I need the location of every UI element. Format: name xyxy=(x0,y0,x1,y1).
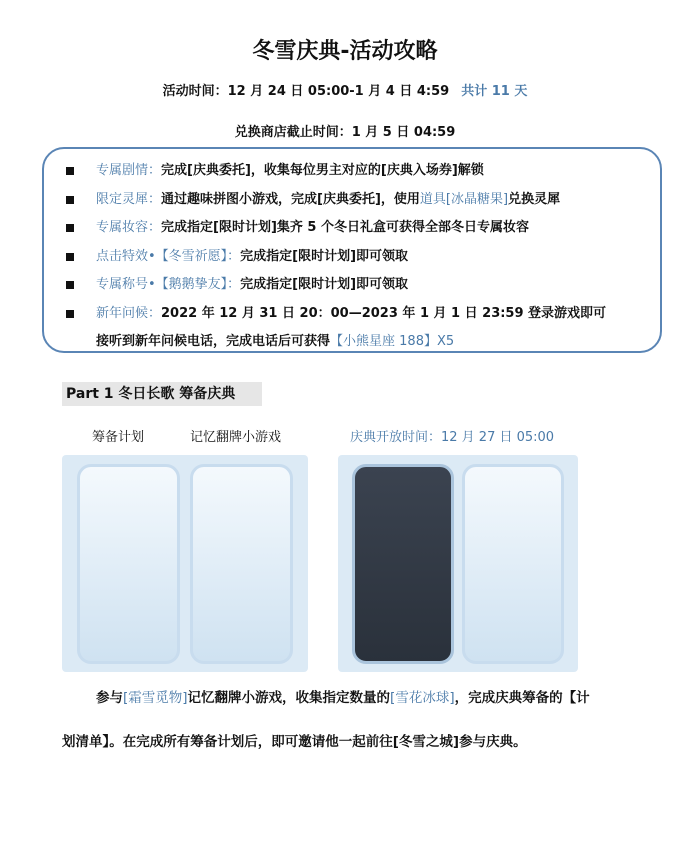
list-item xyxy=(66,186,660,215)
bullet-icon xyxy=(66,253,74,261)
list-item xyxy=(66,214,660,243)
phone-screen xyxy=(352,464,453,664)
item-tail: 兑换灵犀 xyxy=(508,191,561,207)
section-heading: Part 1 冬日长歌 筹备庆典 xyxy=(62,382,262,406)
caption-memory-game: 记忆翻牌小游戏 xyxy=(190,430,282,445)
item-label: 专属剧情： xyxy=(96,163,162,178)
item-highlight: 【小熊星座 188】X5 xyxy=(330,334,455,349)
item-highlight: 道具[冰晶糖果] xyxy=(419,191,509,207)
item-text: 完成指定[限时计划]即可领取 xyxy=(240,248,409,264)
page-title: 冬雪庆典-活动攻略 xyxy=(252,39,438,64)
text: 记忆翻牌小游戏，收集指定数量的 xyxy=(187,690,391,706)
item-label: 专属妆容： xyxy=(96,220,162,235)
screenshot-prep-plan xyxy=(62,455,308,672)
phone-screen xyxy=(190,464,294,664)
phone-screen xyxy=(462,464,563,664)
text: ，完成庆典筹备的【计 xyxy=(454,690,590,706)
screenshot-celebration xyxy=(338,455,578,672)
phone-screen xyxy=(77,464,181,664)
bullet-icon xyxy=(66,310,74,318)
list-item xyxy=(66,271,660,300)
item-text: 完成[庆典委托]，收集每位男主对应的[庆典入场券]解锁 xyxy=(161,163,484,178)
list-item xyxy=(66,243,660,272)
caption-prep-plan: 筹备计划 xyxy=(92,430,145,445)
item-label: 专属称号•【鹅鹅挚友】： xyxy=(96,277,241,292)
bullet-icon xyxy=(66,224,74,232)
highlight: [霜雪觅物] xyxy=(123,690,188,706)
item-cont-text: 接听到新年问候电话，完成电话后可获得 xyxy=(96,334,331,349)
text: 参与 xyxy=(96,690,123,706)
item-text: 2022 年 12 月 31 日 20：00—2023 年 1 月 1 日 23:59 登录游戏即可 xyxy=(161,305,607,321)
bullet-icon xyxy=(66,196,74,204)
item-text: 完成指定[限时计划]集齐 5 个冬日礼盒可获得全部冬日专属妆容 xyxy=(161,220,529,235)
item-label: 点击特效•【冬雪祈愿】： xyxy=(96,248,241,264)
shop-deadline: 兑换商店截止时间：1 月 5 日 04:59 xyxy=(234,125,456,140)
item-continuation xyxy=(66,328,660,356)
item-text: 完成指定[限时计划]即可领取 xyxy=(240,277,409,292)
item-text: 通过趣味拼图小游戏，完成[庆典委托]，使用 xyxy=(161,191,420,207)
paragraph-line-2: 划清单】。在完成所有筹备计划后，即可邀请他一起前往[冬雪之城]参与庆典。 xyxy=(62,734,527,750)
paragraph-line-1 xyxy=(62,686,642,706)
rewards-box xyxy=(42,147,662,353)
item-label: 限定灵犀： xyxy=(96,191,162,207)
bullet-icon xyxy=(66,167,74,175)
activity-total: 共计 11 天 xyxy=(461,84,528,99)
bullet-icon xyxy=(66,281,74,289)
list-item xyxy=(66,157,660,186)
activity-time xyxy=(0,80,690,99)
list-item xyxy=(66,300,660,329)
activity-time-label: 活动时间：12 月 24 日 05:00-1 月 4 日 4:59 xyxy=(162,84,450,99)
item-label: 新年问候： xyxy=(96,305,162,321)
caption-open-time: 庆典开放时间：12 月 27 日 05:00 xyxy=(350,430,555,445)
highlight: [雪花冰球] xyxy=(390,690,455,706)
